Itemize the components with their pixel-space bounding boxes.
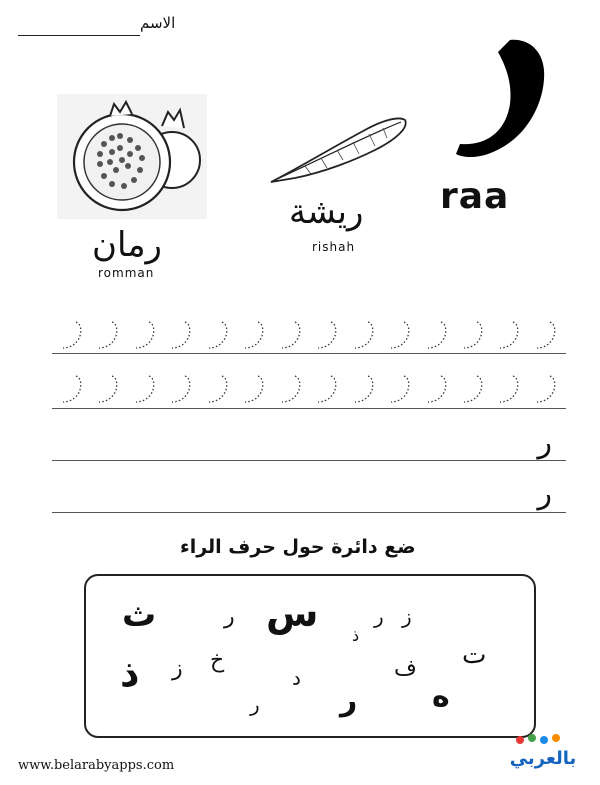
letters-box [84,574,536,738]
letter-item[interactable]: ز [172,656,183,681]
dotted-letter-icon [96,318,122,352]
letter-item[interactable]: ز [402,604,412,628]
word-rishah: ريشة [289,192,364,232]
letter-item[interactable]: ث [122,595,157,635]
dotted-letter-icon [279,372,305,406]
dotted-letter-icon [352,372,378,406]
logo-text: بالعربي [510,748,576,769]
feather-icon [265,110,413,190]
dotted-letter-icon [461,372,487,406]
dotted-letter-icon [60,318,86,352]
dotted-letter-icon [315,318,341,352]
dotted-letter-icon [133,372,159,406]
tracing-row-2 [60,372,560,406]
name-line [18,35,140,36]
letter-item[interactable]: د [292,666,301,690]
dotted-letter-icon [497,318,523,352]
dotted-letter-icon [206,318,232,352]
big-letter-raa-icon [448,30,558,170]
tracing-row-1 [60,318,560,352]
name-label: الاسم [140,14,176,32]
tracing-line-2 [52,408,566,409]
letter-item[interactable]: ذ [120,651,140,695]
dotted-letter-icon [534,372,560,406]
dotted-letter-icon [206,372,232,406]
letter-item[interactable]: ر [374,604,384,628]
dotted-letter-icon [242,372,268,406]
letter-item[interactable]: ر [224,604,235,629]
letter-item[interactable]: ر [340,683,358,718]
tracing-line-4 [52,512,566,513]
dotted-letter-icon [497,372,523,406]
letter-item[interactable]: س [266,591,319,635]
letter-item[interactable]: ذ [352,626,360,645]
dotted-letter-icon [534,318,560,352]
letter-item[interactable]: خ [210,648,225,673]
word-romman: رمان [92,225,162,265]
dotted-letter-icon [352,318,378,352]
dotted-letter-icon [60,372,86,406]
dotted-letter-icon [315,372,341,406]
word-rishah-latin: rishah [312,240,356,254]
tracing-line-1 [52,353,566,354]
tracing-line-3 [52,460,566,461]
dotted-letter-icon [133,318,159,352]
dotted-letter-icon [96,372,122,406]
dotted-letter-icon [169,318,195,352]
letter-item[interactable]: ه [432,679,450,714]
letter-item[interactable]: ف [394,656,417,681]
letter-latin-name: raa [440,176,510,217]
dotted-letter-icon [388,372,414,406]
dotted-letter-icon [461,318,487,352]
word-romman-latin: romman [98,266,155,280]
letter-item[interactable]: ر [250,692,260,716]
dotted-letter-icon [242,318,268,352]
pomegranate-icon [60,96,205,216]
dotted-letter-icon [388,318,414,352]
activity-instruction: ضع دائرة حول حرف الراء [180,536,416,558]
practice-letter-1: ر [537,425,552,460]
dotted-letter-icon [425,318,451,352]
letter-item[interactable]: ت [462,640,487,670]
dotted-letter-icon [169,372,195,406]
dotted-letter-icon [425,372,451,406]
belaraby-logo-icon [510,730,576,778]
footer-url[interactable]: www.belarabyapps.com [18,758,175,773]
dotted-letter-icon [279,318,305,352]
practice-letter-2: ر [537,476,552,511]
